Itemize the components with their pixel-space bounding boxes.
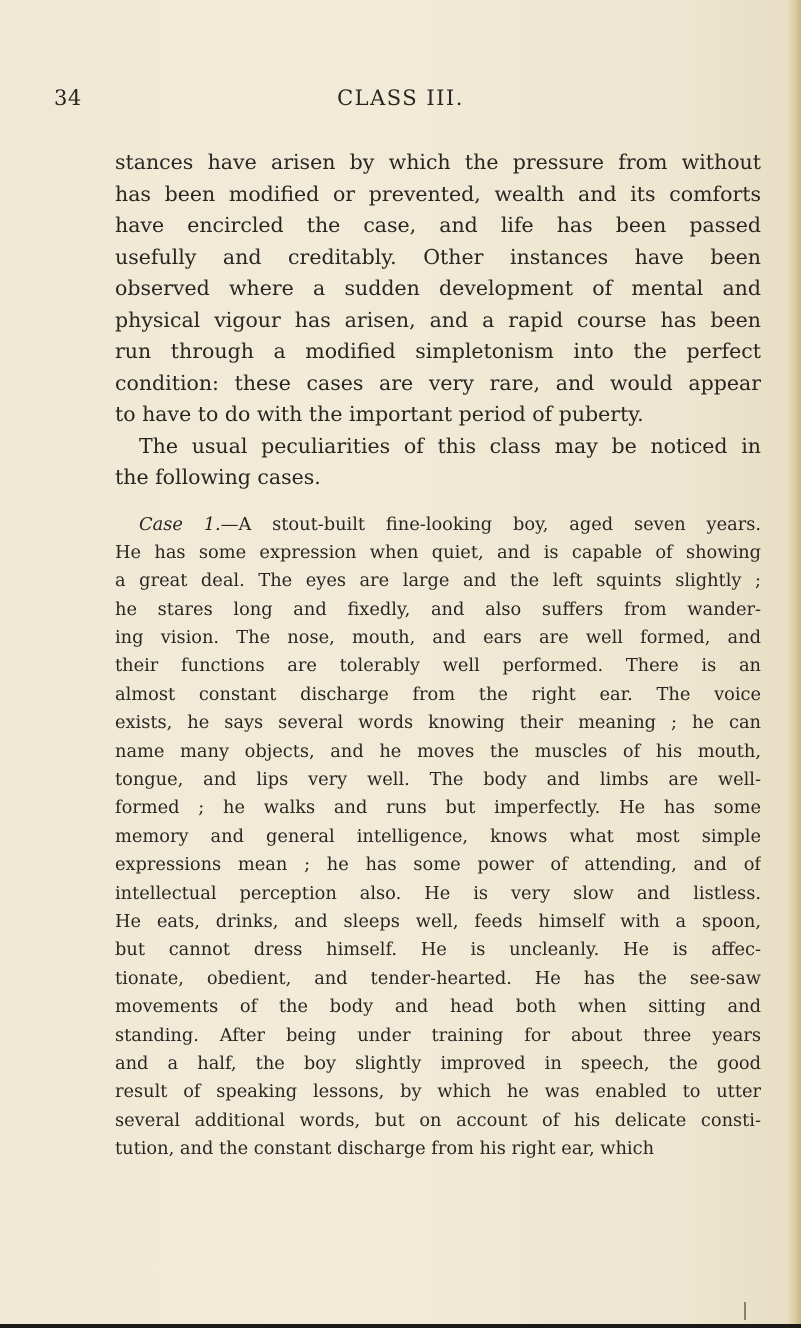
paragraph-1 [115, 147, 761, 431]
text-line: observed where a sudden development of mental and [115, 276, 761, 300]
text-line: exists, he says several words knowing their meaning ; he can [115, 712, 761, 734]
paragraph-2 [115, 431, 761, 494]
text-line: condition: these cases are very rare, and would appear [115, 370, 761, 395]
page-edge-bottom [0, 1324, 801, 1328]
text-line: formed ; he walks and runs but imperfectly. He has some [115, 797, 761, 819]
text-line: to have to do with the important period of puberty. [115, 402, 644, 426]
text-line: He has some expression when quiet, and is capable of showing [115, 541, 761, 563]
text-line: result of speaking lessons, by which he was enabled to utter [115, 1081, 761, 1103]
text-line: their functions are tolerably well performed. There is an [115, 655, 761, 677]
text-line: stances have arisen by which the pressure from without [115, 150, 761, 174]
text-line: ing vision. The nose, mouth, and ears are well formed, and [115, 627, 761, 649]
paper-mark [744, 1302, 746, 1320]
text-line: a great deal. The eyes are large and the left squints slightly ; [115, 570, 761, 592]
text-line: almost constant discharge from the right ear. The voice [115, 683, 761, 705]
text-line: tionate, obedient, and tender-hearted. He has the see-saw [115, 967, 761, 989]
text-line: run through a modified simpletonism into the perfect [115, 339, 761, 363]
text-line: tution, and the constant discharge from his right ear, which [115, 1138, 655, 1160]
case-label: Case 1. [139, 513, 221, 535]
text-line: several additional words, but on account of his delicate consti- [115, 1109, 761, 1131]
text-line: the following cases. [115, 465, 321, 489]
text-line: He eats, drinks, and sleeps well, feeds himself with a spoon, [115, 910, 761, 932]
running-head: CLASS III. [337, 86, 464, 110]
text-line: The usual peculiarities of this class may be noticed in [139, 433, 761, 458]
page-header [0, 86, 801, 116]
body-text [115, 147, 761, 1163]
text-line: he stares long and fixedly, and also suffers from wander- [115, 598, 761, 620]
case-1-paragraph [115, 511, 761, 1164]
text-line: physical vigour has arisen, and a rapid course has been [115, 307, 761, 332]
text-line: name many objects, and he moves the muscles of his mouth, [115, 740, 761, 762]
case-1-first-line-text: —A stout-built fine-looking boy, aged seven years. [220, 513, 761, 535]
page-edge-right [787, 0, 801, 1328]
text-line: and a half, the boy slightly improved in speech, the good [115, 1052, 761, 1074]
text-line: memory and general intelligence, knows what most simple [115, 825, 761, 847]
case-1-first-line [115, 511, 761, 539]
text-line: but cannot dress himself. He is uncleanly. He is affec- [115, 939, 761, 961]
text-line: intellectual perception also. He is very slow and listless. [115, 882, 761, 904]
text-line: has been modified or prevented, wealth and its comforts [115, 181, 761, 206]
text-line: movements of the body and head both when sitting and [115, 996, 761, 1018]
text-line: have encircled the case, and life has been passed [115, 213, 761, 237]
page-number: 34 [54, 86, 82, 110]
text-line: expressions mean ; he has some power of attending, and of [115, 854, 761, 876]
text-line: tongue, and lips very well. The body and limbs are well- [115, 769, 761, 791]
text-line: usefully and creditably. Other instances have been [115, 244, 761, 269]
text-line: standing. After being under training for about three years [115, 1024, 761, 1046]
